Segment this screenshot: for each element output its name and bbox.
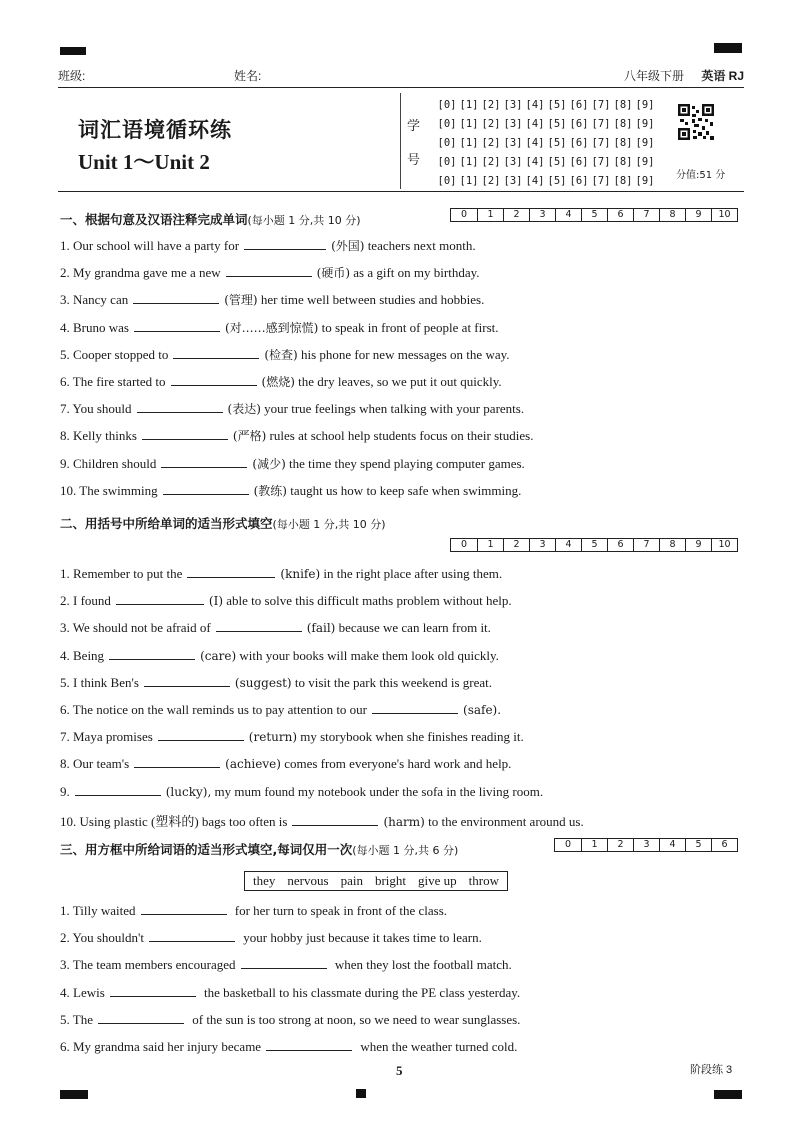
question-text-after: the basketball to his classmate during the PE class yesterday. <box>200 984 521 1000</box>
question-text-before: 8. Kelly thinks <box>60 428 137 444</box>
question-text-after: to speak in front of people at first. <box>318 319 499 335</box>
score-box[interactable]: 3 <box>529 539 555 551</box>
question-line <box>60 1012 750 1028</box>
word-bank <box>244 871 508 891</box>
question-line <box>60 957 750 973</box>
grade-label: 八年级下册 <box>623 69 684 83</box>
total-score-label: 分值:51 分 <box>676 170 726 181</box>
registration-mark-top-left <box>60 47 86 55</box>
question-line <box>60 373 750 390</box>
question-line <box>60 319 750 336</box>
score-box[interactable]: 7 <box>633 539 659 551</box>
student-id-bubble[interactable]: [2] <box>481 136 501 149</box>
question-hint: (硬币) <box>316 266 351 281</box>
question-text-before: 2. You shouldn't <box>60 930 144 946</box>
question-text-after: for her turn to speak in front of the class. <box>231 903 448 918</box>
question-text-before: 6. My grandma said her injury became <box>60 1039 262 1054</box>
question-hint: (减少) <box>252 456 286 471</box>
score-box[interactable]: 1 <box>477 209 503 221</box>
student-id-bubble[interactable]: [8] <box>613 98 633 111</box>
student-id-bubble[interactable]: [6] <box>569 136 589 149</box>
student-id-bubble[interactable]: [9] <box>635 174 655 187</box>
student-id-bubble[interactable]: [3] <box>503 174 523 187</box>
student-id-bubble[interactable]: [8] <box>613 174 633 187</box>
question-text-after: my storybook when she finishes reading it. <box>297 729 524 745</box>
student-id-bubble[interactable]: [3] <box>503 117 523 130</box>
question-hint: (I) <box>208 594 224 609</box>
question-line <box>60 702 750 718</box>
student-id-bubble[interactable]: [6] <box>569 117 589 130</box>
question-hint: (严格) <box>232 429 267 444</box>
student-id-bubble[interactable]: [1] <box>459 174 479 187</box>
question-text-before: 2. I found <box>60 593 111 609</box>
student-id-bubble[interactable]: [4] <box>525 136 545 149</box>
student-id-bubble[interactable]: [4] <box>525 174 545 187</box>
question-hint: (教练) <box>253 483 287 498</box>
student-id-bubble[interactable]: [5] <box>547 98 567 111</box>
answer-blank[interactable] <box>141 903 227 915</box>
answer-blank[interactable] <box>158 729 244 741</box>
question-text-after: to visit the park this weekend is great. <box>291 674 492 690</box>
score-box[interactable]: 1 <box>581 839 607 851</box>
answer-blank[interactable] <box>244 238 326 250</box>
word-bank-item: throw <box>468 873 499 888</box>
question-line <box>60 400 750 417</box>
score-box[interactable]: 9 <box>685 209 711 221</box>
score-box[interactable]: 8 <box>659 209 685 221</box>
question-text-before: 9. <box>60 783 70 799</box>
word-bank-item: they <box>253 873 276 888</box>
question-line <box>60 620 750 636</box>
question-line <box>60 427 750 444</box>
answer-blank[interactable] <box>133 292 219 304</box>
student-id-bubble[interactable]: [3] <box>503 98 523 111</box>
question-text-after: your hobby just because it takes time to learn. <box>239 930 482 946</box>
answer-blank[interactable] <box>171 374 257 386</box>
score-box[interactable]: 0 <box>564 839 572 850</box>
student-id-bubble[interactable]: [1] <box>459 98 479 111</box>
student-id-bubble[interactable]: [0] <box>437 174 457 187</box>
student-id-bubble[interactable]: [8] <box>613 155 633 168</box>
score-box[interactable]: 10 <box>711 209 737 221</box>
registration-mark-top-right <box>714 43 742 53</box>
student-id-bubble[interactable]: [6] <box>569 174 589 187</box>
section1-note: (每小题 1 分,共 10 分) <box>247 214 361 227</box>
score-box[interactable]: 2 <box>503 539 529 551</box>
score-box[interactable]: 5 <box>581 539 607 551</box>
subject-label: 英语 RJ <box>701 69 744 83</box>
student-id-bubble[interactable]: [2] <box>481 98 501 111</box>
student-id-bubble[interactable]: [9] <box>635 98 655 111</box>
question-line <box>60 930 750 946</box>
score-box[interactable]: 6 <box>607 209 633 221</box>
student-id-bubble[interactable]: [9] <box>635 155 655 168</box>
question-text-before: 8. Our team's <box>60 756 130 772</box>
word-bank-item: pain <box>340 873 363 888</box>
question-text-before: 5. The <box>60 1011 93 1027</box>
question-line <box>60 756 750 772</box>
question-text-after: the dry leaves, so we put it out quickly. <box>294 374 502 389</box>
answer-blank[interactable] <box>216 620 302 632</box>
answer-blank[interactable] <box>134 320 220 332</box>
student-id-bubble[interactable]: [9] <box>635 117 655 130</box>
student-id-bubble[interactable]: [2] <box>481 117 501 130</box>
question-text-after: her time well between studies and hobbies. <box>257 292 485 308</box>
question-hint: (knife) <box>280 567 321 581</box>
student-id-row <box>437 95 655 114</box>
answer-blank[interactable] <box>110 985 196 997</box>
question-text-before: 5. Cooper stopped to <box>60 346 169 362</box>
word-bank-item: bright <box>374 873 407 888</box>
student-id-bubble[interactable]: [6] <box>569 98 589 111</box>
question-line <box>60 264 750 281</box>
page-title: 词汇语境循环练 <box>78 117 232 142</box>
question-text-after: his phone for new messages on the way. <box>297 346 510 362</box>
student-id-bubble[interactable]: [9] <box>635 136 655 149</box>
student-id-bubble[interactable]: [8] <box>613 136 633 149</box>
qr-code-icon <box>678 104 714 140</box>
question-text-before: 3. We should not be afraid of <box>60 620 211 636</box>
score-box[interactable]: 1 <box>477 539 503 551</box>
section3-score-boxes <box>554 838 738 852</box>
question-line <box>60 985 750 1001</box>
answer-blank[interactable] <box>75 784 161 796</box>
question-line <box>60 237 750 254</box>
question-hint: (harm) <box>383 814 425 829</box>
question-hint: (管理) <box>224 293 258 308</box>
question-text-after: because we can learn from it. <box>335 620 491 636</box>
question-hint: (care) <box>200 648 237 663</box>
question-text-after: the time they spend playing computer games. <box>285 455 525 471</box>
question-text-before: 4. Lewis <box>60 984 105 1000</box>
question-text-after: teachers next month. <box>364 238 476 253</box>
student-id-bubble[interactable]: [6] <box>569 155 589 168</box>
section2-note: (每小题 1 分,共 10 分) <box>272 518 386 531</box>
student-id-grid <box>400 93 680 189</box>
question-text-after: taught us how to keep safe when swimming. <box>287 482 522 498</box>
score-box[interactable]: 8 <box>659 539 685 551</box>
question-text-after: comes from everyone's hard work and help. <box>280 756 512 772</box>
question-hint: (lucky), <box>165 784 212 799</box>
question-text-before: 1. Our school will have a party for <box>60 238 240 253</box>
section3-heading <box>60 840 458 858</box>
question-text-before: 7. You should <box>60 401 132 417</box>
score-box[interactable]: 2 <box>503 209 529 221</box>
question-hint: (燃烧) <box>261 375 295 389</box>
student-id-row <box>437 133 655 152</box>
question-line <box>60 593 750 609</box>
question-hint: (suggest) <box>234 675 292 690</box>
answer-blank[interactable] <box>116 593 204 605</box>
student-id-bubble[interactable]: [5] <box>547 136 567 149</box>
section3-title: 三、用方框中所给词语的适当形式填空,每词仅用一次 <box>60 842 353 857</box>
student-id-bubble[interactable]: [5] <box>547 117 567 130</box>
question-text-before: 7. Maya promises <box>60 729 153 745</box>
question-line <box>60 291 750 308</box>
question-text-after: of the sun is too strong at noon, so we need to wear sunglasses. <box>188 1011 521 1027</box>
question-text-before: 6. The notice on the wall reminds us to pay attention to our <box>60 702 368 717</box>
answer-blank[interactable] <box>134 756 220 768</box>
score-box[interactable]: 3 <box>633 839 659 851</box>
student-id-bubble[interactable]: [7] <box>591 174 611 187</box>
section3-note: (每小题 1 分,共 6 分) <box>352 844 459 857</box>
question-text-before: 10. The swimming <box>60 482 158 498</box>
question-hint: (检查) <box>264 347 298 362</box>
student-id-label-top: 学 <box>407 118 421 133</box>
class-label: 班级: <box>58 69 86 83</box>
page-subtitle: Unit 1～Unit 2 <box>78 150 210 174</box>
question-hint: (表达) <box>227 402 261 417</box>
section2-score-boxes <box>450 538 738 552</box>
answer-blank[interactable] <box>292 814 378 826</box>
registration-mark-bottom-middle <box>356 1089 366 1098</box>
stage-label: 阶段练 3 <box>690 1064 733 1076</box>
question-text-before: 3. Nancy can <box>60 292 129 308</box>
section1-heading <box>60 210 361 228</box>
student-id-bubble[interactable]: [8] <box>613 117 633 130</box>
student-id-bubble[interactable]: [3] <box>503 155 523 168</box>
registration-mark-bottom-left <box>60 1090 88 1099</box>
student-id-bubble[interactable]: [5] <box>547 174 567 187</box>
answer-blank[interactable] <box>187 566 275 578</box>
answer-blank[interactable] <box>149 930 235 942</box>
answer-blank[interactable] <box>163 483 249 495</box>
question-text-before: 5. I think Ben's <box>60 674 139 690</box>
student-id-bubble[interactable]: [1] <box>459 117 479 130</box>
answer-blank[interactable] <box>226 265 312 277</box>
question-hint: (return) <box>248 730 298 745</box>
question-text-after: when they lost the football match. <box>331 957 512 973</box>
score-box[interactable]: 6 <box>607 539 633 551</box>
question-text-after: as a gift on my birthday. <box>350 265 480 281</box>
question-text-before: 6. The fire started to <box>60 374 166 389</box>
question-text-after: your true feelings when talking with your parents. <box>260 401 525 417</box>
student-id-bubble[interactable]: [0] <box>437 117 457 130</box>
question-hint: (对……感到惊慌) <box>224 320 319 335</box>
student-id-rows <box>437 95 655 190</box>
student-id-bubble[interactable]: [3] <box>503 136 523 149</box>
answer-blank[interactable] <box>144 675 230 687</box>
question-hint: (fail) <box>306 621 336 636</box>
word-bank-item: give up <box>418 873 457 888</box>
question-text-before: 3. The team members encouraged <box>60 957 236 973</box>
answer-blank[interactable] <box>161 456 247 468</box>
answer-blank[interactable] <box>142 428 228 440</box>
answer-blank[interactable] <box>266 1039 352 1051</box>
student-id-bubble[interactable]: [5] <box>547 155 567 168</box>
score-box[interactable]: 6 <box>711 839 737 851</box>
word-bank-item: nervous <box>287 873 329 888</box>
student-id-bubble[interactable]: [0] <box>437 155 457 168</box>
score-box[interactable]: 2 <box>607 839 633 851</box>
question-text-after: in the right place after using them. <box>320 566 503 581</box>
question-line <box>60 455 750 472</box>
answer-blank[interactable] <box>137 401 223 413</box>
question-text-after: my mum found my notebook under the sofa in the living room. <box>211 783 544 799</box>
score-box[interactable]: 9 <box>685 539 711 551</box>
student-id-bubble[interactable]: [1] <box>459 155 479 168</box>
student-id-bubble[interactable]: [0] <box>437 136 457 149</box>
question-text-after: rules at school help students focus on their studies. <box>266 428 534 444</box>
score-box[interactable]: 4 <box>659 839 685 851</box>
student-id-row <box>437 114 655 133</box>
question-hint: (外国) <box>331 239 365 253</box>
student-id-row <box>437 171 655 190</box>
score-box[interactable]: 5 <box>581 209 607 221</box>
question-line <box>60 648 750 664</box>
registration-mark-bottom-right <box>714 1090 742 1099</box>
student-id-bubble[interactable]: [1] <box>459 136 479 149</box>
question-hint: (achieve) <box>225 757 281 772</box>
student-id-bubble[interactable]: [0] <box>437 98 457 111</box>
score-box[interactable]: 4 <box>555 209 581 221</box>
section1-score-boxes <box>450 208 738 222</box>
question-text-after: to the environment around us. <box>424 813 584 829</box>
student-id-row <box>437 152 655 171</box>
question-text-after: when the weather turned cold. <box>357 1039 518 1054</box>
student-id-bubble[interactable]: [2] <box>481 174 501 187</box>
student-id-bubble[interactable]: [2] <box>481 155 501 168</box>
question-line <box>60 566 750 582</box>
question-line <box>60 729 750 745</box>
student-id-bubble[interactable]: [7] <box>591 155 611 168</box>
question-text-before: 1. Tilly waited <box>60 903 136 918</box>
answer-blank[interactable] <box>173 347 259 359</box>
score-box[interactable]: 0 <box>460 539 468 550</box>
question-line <box>60 903 750 919</box>
student-id-bubble[interactable]: [7] <box>591 117 611 130</box>
score-box[interactable]: 3 <box>529 209 555 221</box>
section2-title: 二、用括号中所给单词的适当形式填空 <box>60 516 273 531</box>
score-box[interactable]: 10 <box>711 539 737 551</box>
question-line <box>60 482 750 499</box>
question-line <box>60 675 750 691</box>
question-text-before: 4. Bruno was <box>60 319 129 335</box>
section1-title: 一、根据句意及汉语注释完成单词 <box>60 212 248 227</box>
name-label: 姓名: <box>234 69 262 83</box>
student-id-bubble[interactable]: [7] <box>591 98 611 111</box>
score-box[interactable]: 7 <box>633 209 659 221</box>
question-line <box>60 346 750 363</box>
answer-blank[interactable] <box>109 648 195 660</box>
student-id-bubble[interactable]: [7] <box>591 136 611 149</box>
score-box[interactable]: 0 <box>460 209 468 220</box>
section2-heading <box>60 514 386 532</box>
page-number: 5 <box>396 1063 403 1078</box>
student-id-bubble[interactable]: [4] <box>525 117 545 130</box>
student-id-label-bottom: 号 <box>407 152 421 167</box>
score-box[interactable]: 5 <box>685 839 711 851</box>
question-text-after: able to solve this difficult maths problem without help. <box>223 593 512 609</box>
title-block <box>58 87 744 192</box>
question-line <box>60 811 750 830</box>
student-id-bubble[interactable]: [4] <box>525 155 545 168</box>
question-text-before: 1. Remember to put the <box>60 566 183 581</box>
question-text-after: with your books will make them look old quickly. <box>236 647 499 663</box>
score-box[interactable]: 4 <box>555 539 581 551</box>
question-text-before: 4. Being <box>60 647 105 663</box>
question-text-before: 9. Children should <box>60 455 157 471</box>
answer-blank[interactable] <box>98 1012 184 1024</box>
question-text-before: 10. Using plastic (塑料的) bags too often is <box>60 813 288 829</box>
answer-blank[interactable] <box>241 957 327 969</box>
answer-blank[interactable] <box>372 702 458 714</box>
question-text-before: 2. My grandma gave me a new <box>60 265 221 281</box>
question-line <box>60 784 750 800</box>
question-line <box>60 1039 750 1055</box>
question-hint: (safe). <box>463 703 502 717</box>
student-id-bubble[interactable]: [4] <box>525 98 545 111</box>
